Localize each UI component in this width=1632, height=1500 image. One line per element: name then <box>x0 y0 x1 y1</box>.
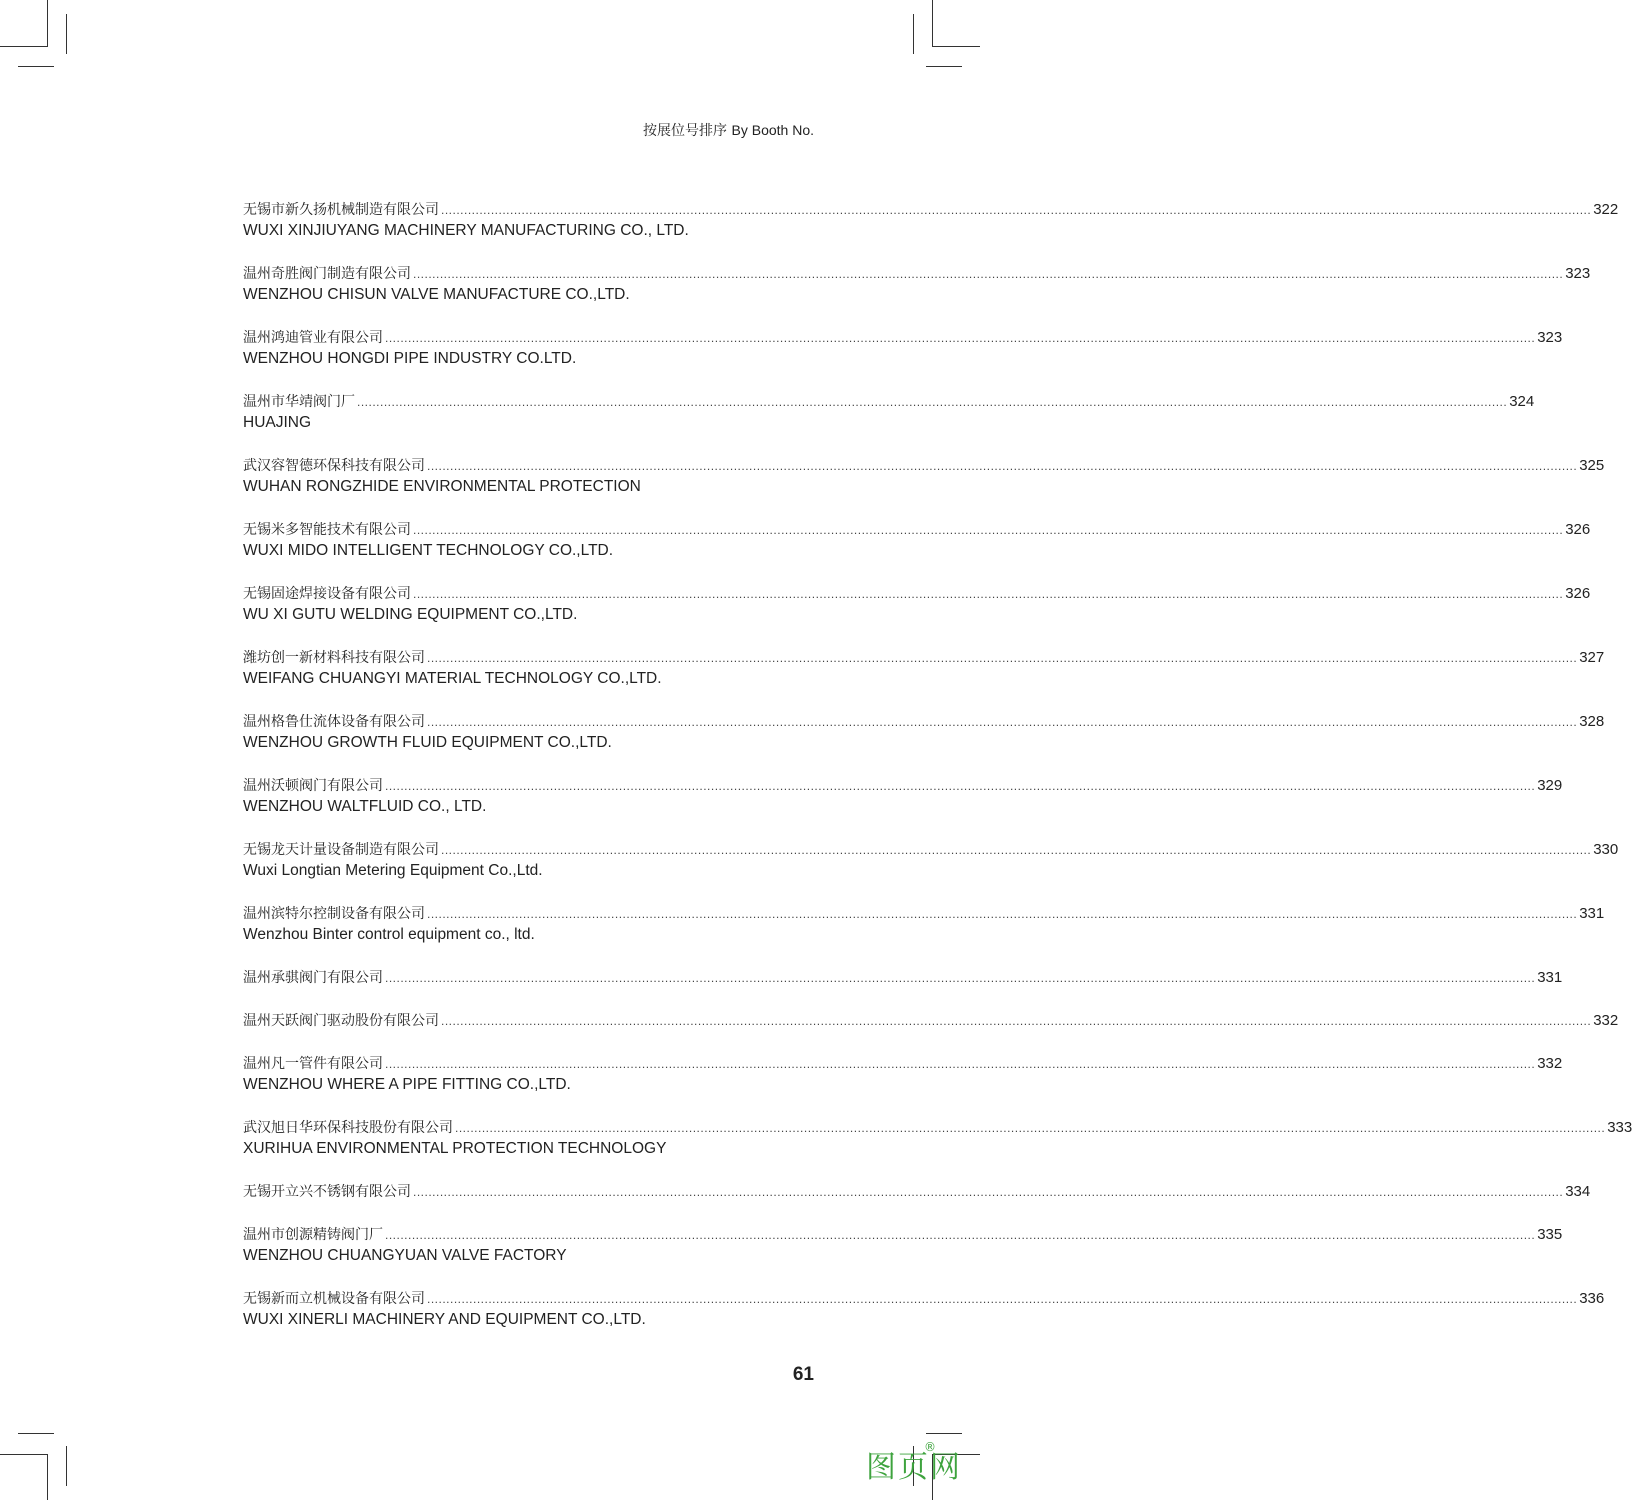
list-item <box>243 840 1619 882</box>
booth-page-ref: 328 <box>1579 713 1605 730</box>
leader-dots: ............................................................................................................................................................................................................................................................................................................ <box>455 1121 1606 1135</box>
page-number: 61 <box>792 1364 814 1385</box>
entry-cn-line <box>243 1011 1619 1031</box>
booth-page-ref: 327 <box>1579 649 1605 666</box>
crop-mark <box>47 1454 48 1500</box>
company-name-cn: 无锡龙天计量设备制造有限公司 <box>243 842 439 858</box>
list-item <box>243 328 1563 370</box>
list-item <box>243 648 1605 690</box>
company-name-cn: 无锡新而立机械设备有限公司 <box>243 1291 425 1307</box>
company-name-en: Wenzhou Binter control equipment co., ltd. <box>243 926 535 943</box>
entry-cn-line <box>243 584 1591 604</box>
booth-page-ref: 332 <box>1537 1055 1563 1072</box>
list-item <box>243 1011 1619 1031</box>
leader-dots: ............................................................................................................................................................................................................................................................................................................ <box>427 1292 1578 1306</box>
entry-cn-line <box>243 456 1605 476</box>
page-header <box>643 120 814 140</box>
crop-mark <box>66 14 67 54</box>
list-item <box>243 1225 1563 1267</box>
crop-mark <box>18 66 54 67</box>
company-name-en: WUXI XINJIUYANG MACHINERY MANUFACTURING CO., LTD. <box>243 222 689 239</box>
booth-page-ref: 322 <box>1593 201 1619 218</box>
company-name-cn: 无锡米多智能技术有限公司 <box>243 522 411 538</box>
entry-cn-line <box>243 648 1605 668</box>
booth-page-ref: 331 <box>1579 905 1605 922</box>
list-item <box>243 1054 1563 1096</box>
company-name-cn: 无锡固途焊接设备有限公司 <box>243 586 411 602</box>
entry-cn-line <box>243 776 1563 796</box>
entry-cn-line <box>243 904 1605 924</box>
leader-dots: ............................................................................................................................................................................................................................................................................................................ <box>441 203 1592 217</box>
entry-cn-line <box>243 328 1563 348</box>
leader-dots: ............................................................................................................................................................................................................................................................................................................ <box>385 1057 1536 1071</box>
entry-cn-line <box>243 1289 1605 1309</box>
leader-dots: ............................................................................................................................................................................................................................................................................................................ <box>441 1014 1592 1028</box>
header-cn: 按展位号排序 <box>643 123 728 139</box>
entry-cn-line <box>243 1054 1563 1074</box>
crop-mark <box>926 66 962 67</box>
leader-dots: ............................................................................................................................................................................................................................................................................................................ <box>413 523 1564 537</box>
list-item <box>243 1118 1632 1160</box>
crop-mark <box>47 0 48 46</box>
leader-dots: ............................................................................................................................................................................................................................................................................................................ <box>385 971 1536 985</box>
list-item <box>243 392 1535 434</box>
entry-cn-line <box>243 712 1605 732</box>
company-name-cn: 武汉旭日华环保科技股份有限公司 <box>243 1120 453 1136</box>
crop-mark <box>926 1433 962 1434</box>
list-item <box>243 776 1563 818</box>
list-item <box>243 1289 1605 1331</box>
booth-page-ref: 331 <box>1537 969 1563 986</box>
company-name-en: WU XI GUTU WELDING EQUIPMENT CO.,LTD. <box>243 606 578 623</box>
company-name-en: WENZHOU CHUANGYUAN VALVE FACTORY <box>243 1247 567 1264</box>
list-item <box>243 200 1619 242</box>
booth-page-ref: 335 <box>1537 1226 1563 1243</box>
crop-mark <box>932 0 933 46</box>
list-item <box>243 968 1563 988</box>
registered-mark: ® <box>924 1440 936 1454</box>
list-item <box>243 712 1605 754</box>
company-name-cn: 温州天跃阀门驱动股份有限公司 <box>243 1013 439 1029</box>
booth-page-ref: 336 <box>1579 1290 1605 1307</box>
company-name-en: HUAJING <box>243 414 312 431</box>
list-item <box>243 904 1605 946</box>
company-name-cn: 无锡市新久扬机械制造有限公司 <box>243 202 439 218</box>
crop-mark <box>0 1454 48 1455</box>
company-name-en: WENZHOU WALTFLUID CO., LTD. <box>243 798 487 815</box>
booth-page-ref: 325 <box>1579 457 1605 474</box>
list-item <box>243 584 1591 626</box>
crop-mark <box>913 14 914 54</box>
company-name-cn: 温州沃顿阀门有限公司 <box>243 778 383 794</box>
list-item <box>243 520 1591 562</box>
company-name-cn: 无锡开立兴不锈钢有限公司 <box>243 1184 411 1200</box>
leader-dots: ............................................................................................................................................................................................................................................................................................................ <box>385 1228 1536 1242</box>
entry-cn-line <box>243 840 1619 860</box>
booth-page-ref: 323 <box>1537 329 1563 346</box>
crop-mark <box>932 46 980 47</box>
entry-cn-line <box>243 200 1619 220</box>
booth-page-ref: 334 <box>1565 1183 1591 1200</box>
entry-cn-line <box>243 520 1591 540</box>
company-name-en: WEIFANG CHUANGYI MATERIAL TECHNOLOGY CO.,LTD. <box>243 670 662 687</box>
list-item <box>243 1182 1591 1202</box>
watermark-logo: 图页网 <box>866 1450 962 1485</box>
crop-mark <box>0 46 48 47</box>
company-name-en: WENZHOU CHISUN VALVE MANUFACTURE CO.,LTD. <box>243 286 630 303</box>
booth-page-ref: 326 <box>1565 585 1591 602</box>
company-name-cn: 温州奇胜阀门制造有限公司 <box>243 266 411 282</box>
leader-dots: ............................................................................................................................................................................................................................................................................................................ <box>357 395 1508 409</box>
exhibitor-list <box>243 200 1632 1353</box>
leader-dots: ............................................................................................................................................................................................................................................................................................................ <box>427 651 1578 665</box>
header-en: By Booth No. <box>731 122 814 138</box>
entry-cn-line <box>243 1225 1563 1245</box>
leader-dots: ............................................................................................................................................................................................................................................................................................................ <box>441 843 1592 857</box>
leader-dots: ............................................................................................................................................................................................................................................................................................................ <box>427 715 1578 729</box>
leader-dots: ............................................................................................................................................................................................................................................................................................................ <box>413 267 1564 281</box>
company-name-en: WENZHOU GROWTH FLUID EQUIPMENT CO.,LTD. <box>243 734 612 751</box>
crop-mark <box>18 1433 54 1434</box>
company-name-cn: 温州鸿迪管业有限公司 <box>243 330 383 346</box>
company-name-en: XURIHUA ENVIRONMENTAL PROTECTION TECHNOLOGY <box>243 1140 667 1157</box>
booth-page-ref: 326 <box>1565 521 1591 538</box>
company-name-en: WENZHOU HONGDI PIPE INDUSTRY CO.LTD. <box>243 350 577 367</box>
leader-dots: ............................................................................................................................................................................................................................................................................................................ <box>385 331 1536 345</box>
company-name-en: WUXI MIDO INTELLIGENT TECHNOLOGY CO.,LTD. <box>243 542 614 559</box>
entry-cn-line <box>243 264 1591 284</box>
list-item <box>243 456 1605 498</box>
company-name-cn: 温州市创源精铸阀门厂 <box>243 1227 383 1243</box>
company-name-en: WUHAN RONGZHIDE ENVIRONMENTAL PROTECTION <box>243 478 641 495</box>
company-name-cn: 武汉容智德环保科技有限公司 <box>243 458 425 474</box>
company-name-cn: 温州凡一管件有限公司 <box>243 1056 383 1072</box>
company-name-cn: 温州格鲁仕流体设备有限公司 <box>243 714 425 730</box>
company-name-en: WUXI XINERLI MACHINERY AND EQUIPMENT CO.,LTD. <box>243 1311 646 1328</box>
booth-page-ref: 332 <box>1593 1012 1619 1029</box>
booth-page-ref: 323 <box>1565 265 1591 282</box>
entry-cn-line <box>243 968 1563 988</box>
leader-dots: ............................................................................................................................................................................................................................................................................................................ <box>385 779 1536 793</box>
company-name-cn: 温州承骐阀门有限公司 <box>243 970 383 986</box>
leader-dots: ............................................................................................................................................................................................................................................................................................................ <box>427 907 1578 921</box>
entry-cn-line <box>243 1118 1632 1138</box>
booth-page-ref: 333 <box>1607 1119 1632 1136</box>
booth-page-ref: 324 <box>1509 393 1535 410</box>
company-name-en: Wuxi Longtian Metering Equipment Co.,Ltd. <box>243 862 543 879</box>
crop-mark <box>66 1446 67 1486</box>
booth-page-ref: 330 <box>1593 841 1619 858</box>
entry-cn-line <box>243 392 1535 412</box>
leader-dots: ............................................................................................................................................................................................................................................................................................................ <box>413 587 1564 601</box>
company-name-cn: 温州滨特尔控制设备有限公司 <box>243 906 425 922</box>
booth-page-ref: 329 <box>1537 777 1563 794</box>
leader-dots: ............................................................................................................................................................................................................................................................................................................ <box>427 459 1578 473</box>
company-name-cn: 温州市华靖阀门厂 <box>243 394 355 410</box>
company-name-cn: 潍坊创一新材料科技有限公司 <box>243 650 425 666</box>
list-item <box>243 264 1591 306</box>
entry-cn-line <box>243 1182 1591 1202</box>
leader-dots: ............................................................................................................................................................................................................................................................................................................ <box>413 1185 1564 1199</box>
company-name-en: WENZHOU WHERE A PIPE FITTING CO.,LTD. <box>243 1076 571 1093</box>
